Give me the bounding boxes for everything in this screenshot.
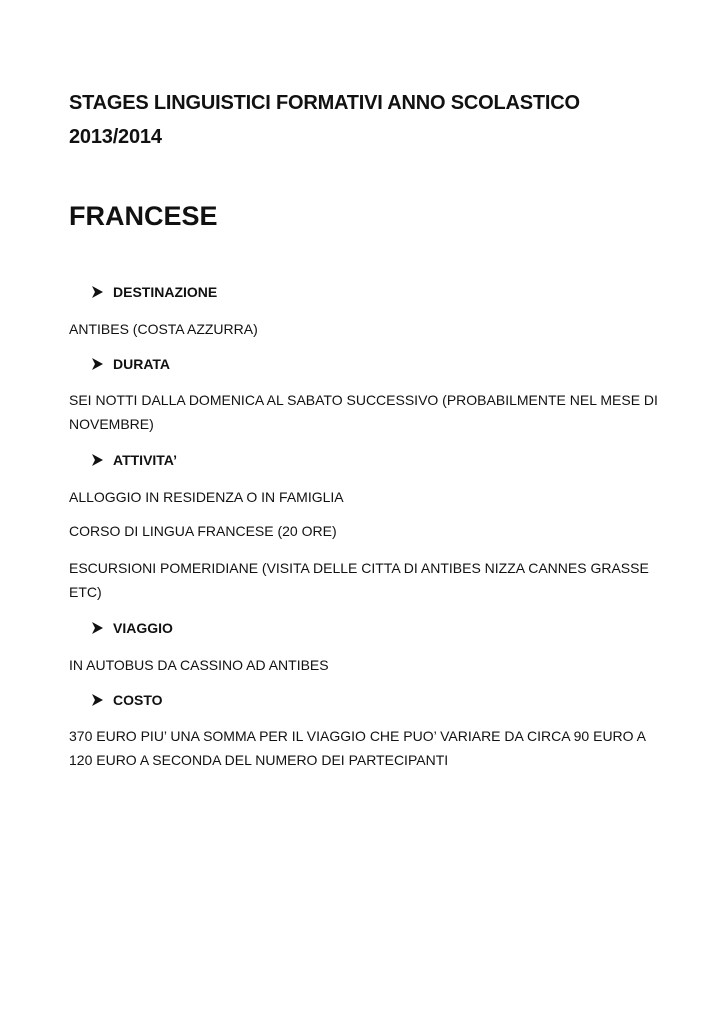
document-title: STAGES LINGUISTICI FORMATIVI ANNO SCOLASTICO 2013/2014 bbox=[69, 92, 580, 148]
section-heading-label: VIAGGIO bbox=[113, 620, 173, 636]
section-heading-label: DURATA bbox=[113, 356, 171, 372]
section-paragraph: IN AUTOBUS DA CASSINO AD ANTIBES bbox=[69, 657, 329, 673]
arrowhead-bullet-icon bbox=[91, 285, 104, 299]
section-heading-durata bbox=[91, 354, 170, 374]
language-subtitle: FRANCESE bbox=[69, 201, 218, 231]
section-paragraph: ALLOGGIO IN RESIDENZA O IN FAMIGLIA bbox=[69, 489, 344, 505]
section-paragraph: 370 EURO PIU’ UNA SOMMA PER IL VIAGGIO CHE PUO’ VARIARE DA CIRCA 90 EURO A 120 EURO A SECONDA DEL NUMERO DEI PARTECIPANTI bbox=[69, 728, 646, 768]
section-paragraph: CORSO DI LINGUA FRANCESE (20 ORE) bbox=[69, 523, 337, 539]
section-heading-costo bbox=[91, 690, 163, 710]
section-paragraph: ESCURSIONI POMERIDIANE (VISITA DELLE CITTA DI ANTIBES NIZZA CANNES GRASSE ETC) bbox=[69, 560, 649, 600]
arrowhead-bullet-icon bbox=[91, 693, 104, 707]
section-heading-destinazione bbox=[91, 282, 217, 302]
section-heading-label: COSTO bbox=[113, 692, 163, 708]
arrowhead-bullet-icon bbox=[91, 621, 104, 635]
section-paragraph: SEI NOTTI DALLA DOMENICA AL SABATO SUCCESSIVO (PROBABILMENTE NEL MESE DI NOVEMBRE) bbox=[69, 392, 658, 432]
section-paragraph: ANTIBES (COSTA AZZURRA) bbox=[69, 321, 258, 337]
section-heading-label: DESTINAZIONE bbox=[113, 284, 218, 300]
section-heading-attivita bbox=[91, 450, 177, 470]
section-heading-viaggio bbox=[91, 618, 173, 638]
section-heading-label: ATTIVITA’ bbox=[113, 452, 178, 468]
arrowhead-bullet-icon bbox=[91, 357, 104, 371]
arrowhead-bullet-icon bbox=[91, 453, 104, 467]
